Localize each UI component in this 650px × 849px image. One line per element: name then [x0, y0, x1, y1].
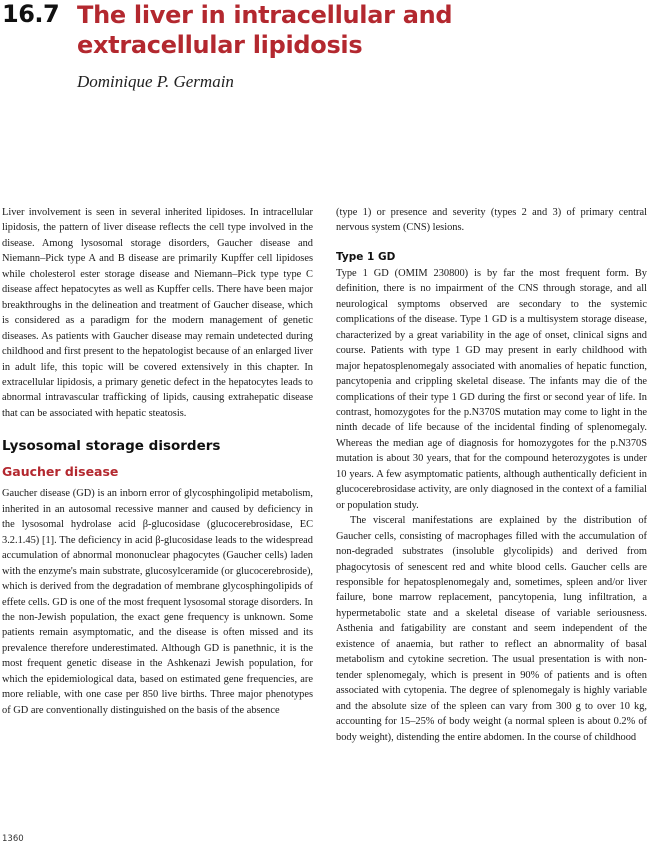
visceral-paragraph: The visceral manifestations are explained by the distribution of Gaucher cells, consisting of macrophages filled with the accumulation of non-degraded substrates (insoluble glycolipids) and derived from phagocytosis of senescent red and white blood cells. Gaucher cells are responsible for hepatosplenomegaly and, sometimes, spleen and/or liver failure, bone marrow replacement, pancytopenia, lung infiltration, a hypermetabolic state and a skeletal disease of variable seriousness. Asthenia and fatigability are constant and seem independent of the existence of anaemia, but rather to reflect an abnormality of basal metabolism and cytokine secretion. The usual presentation is with non-tender splenomegaly, which is present in 90% of patients and is often associated with cytopenia. The degree of splenomegaly is highly variable and the absolute size of the spleen can vary from 300 g to over 10 kg, accounting for 15–25% of body weight (a normal spleen is about 0.2% of body weight), distending the entire abdomen. In the course of childhood — [336, 515, 647, 743]
section-heading-lysosomal: Lysosomal storage disorders — [2, 438, 221, 455]
right-column — [336, 205, 647, 745]
gaucher-paragraph: Gaucher disease (GD) is an inborn error of glycosphingolipid metabolism, inherited in an autosomal recessive manner and caused by deficiency in the lysosomal hydrolase acid β-glucosidase (glucocerebrosidase, EC 3.2.1.45) [1]. The deficiency in acid β-glucosidase leads to the widespread accumulation of abnormal mononuclear phagocytes (Gaucher cells) laden with the enzyme's main substrate, glucosylceramide (or glucocerebroside), which is derived from the degradation of membrane glycosphingolipids of effete cells. GD is one of the most frequent lysosomal storage disorders. In the non-Jewish population, the exact gene frequency is unknown. Some patients remain asymptomatic, and the disease is often missed and its prevalence therefore underestimated. Although GD is panethnic, it is the most frequent genetic disease in the Ashkenazi Jewish population, for which the epidemiological data, based on estimated gene frequencies, are more reliable, with one case per 850 live births. Three major phenotypes of GD are conventionally distinguished on the basis of the absence — [2, 488, 313, 716]
subsection-heading-gaucher: Gaucher disease — [2, 464, 119, 480]
intro-paragraph: Liver involvement is seen in several inherited lipidoses. In intracellular lipidosis, the pattern of liver disease reflects the cell type involved in the disease. Among lysosomal storage disorders, Gaucher disease and Niemann–Pick type A and B disease are primarily Kupffer cell lipidoses while cholesterol ester storage disease and Niemann–Pick type type C disease affect hepatocytes as well as Kupffer cells. There have been major breakthroughs in the delineation and treatment of Gaucher disease, which is considered as a paradigm for the modern management of genetic diseases. As patients with Gaucher disease may remain undetected during childhood and first present to the hepatologist because of an enlarged liver in adult life, this topic will be covered extensively in this chapter. In extracellular lipidosis, a primary genetic defect in the hepatocytes leads to abnormal intravascular trafficking of lipids, causing extrahepatic disease that can be associated with hepatic steatosis. — [2, 207, 313, 419]
chapter-title: The liver in intracellular and extracellular lipidosis — [77, 1, 453, 59]
section-number: 16.7 — [2, 0, 60, 28]
type1-paragraph: Type 1 GD (OMIM 230800) is by far the most frequent form. By definition, there is no impairment of the CNS through storage, and all neurological symptoms observed are secondary to the systemic complications of the disease. Type 1 GD is a multisystem storage disease, characterized by a great variability in the age of onset, clinical signs and course. Patients with type 1 GD may present in early childhood with major hepatosplenomegaly associated with anomalies of hepatic function, pancytopenia and crippling skeletal disease. The infants may die of the complications of their type 1 GD during the first or second year of life. In contrast, homozygotes for the p.N370S mutation may come to light in the ninth decade of life because of the incidental finding of splenomegaly. Whereas the median age of diagnosis for homozygotes for the p.N370S mutation is about 30 years, that for the compound heterozygotes is under 10 years. A few asymptomatic patients, although authentically deficient in glucocerebrosidase activity, are only diagnosed in the context of a familial or population study. — [336, 267, 647, 511]
author-name: Dominique P. Germain — [77, 72, 234, 91]
continuation-paragraph: (type 1) or presence and severity (types 2 and 3) of primary central nervous system (CNS) lesions. — [336, 207, 647, 234]
left-column — [2, 205, 313, 718]
subheading-type1: Type 1 GD — [336, 250, 396, 263]
page-number: 1360 — [2, 834, 24, 844]
